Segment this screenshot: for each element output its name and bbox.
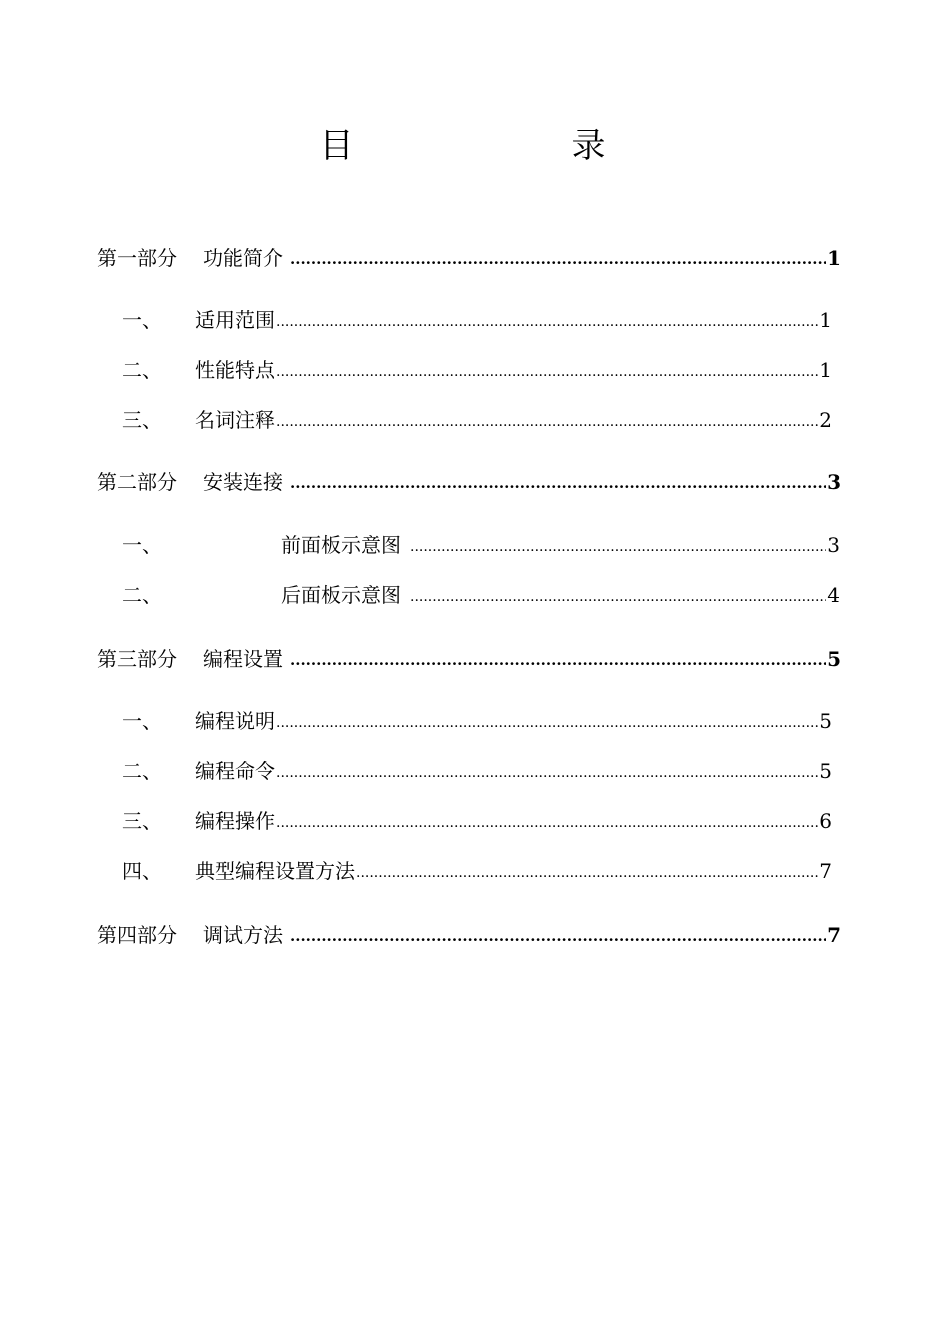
toc-entry-sub[interactable] bbox=[122, 580, 840, 610]
toc-entry-page: 5 bbox=[819, 709, 832, 733]
toc-dot-leader bbox=[276, 808, 818, 838]
toc-entry-number: 二、 bbox=[122, 759, 162, 783]
toc-entry-text: 编程设置 bbox=[203, 647, 283, 671]
toc-entry-page: 7 bbox=[819, 859, 832, 883]
toc-entry-page: 3 bbox=[827, 533, 840, 557]
toc-entry-part-2[interactable] bbox=[97, 467, 841, 497]
toc-entry-text: 典型编程设置方法 bbox=[195, 859, 355, 883]
toc-entry-sub[interactable] bbox=[122, 856, 832, 886]
toc-dot-leader bbox=[290, 645, 826, 675]
toc-entry-page: 4 bbox=[827, 583, 840, 607]
toc-entry-page: 5 bbox=[819, 759, 832, 783]
toc-entry-sub[interactable] bbox=[122, 706, 832, 736]
toc-entry-page: 2 bbox=[819, 408, 832, 432]
toc-entry-part-1[interactable] bbox=[97, 243, 841, 273]
toc-entry-page: 1 bbox=[827, 246, 841, 270]
toc-entry-page: 6 bbox=[819, 809, 832, 833]
toc-entry-text: 名词注释 bbox=[195, 408, 275, 432]
toc-entry-part-4[interactable] bbox=[97, 920, 841, 950]
toc-entry-page: 1 bbox=[819, 308, 832, 332]
toc-entry-text: 功能简介 bbox=[203, 246, 283, 270]
toc-entry-number: 第三部分 bbox=[97, 647, 177, 671]
toc-entry-page: 1 bbox=[819, 358, 832, 382]
toc-entry-page: 7 bbox=[827, 923, 841, 947]
toc-dot-leader bbox=[276, 758, 818, 788]
toc-entry-number: 四、 bbox=[122, 859, 162, 883]
toc-entry-number: 三、 bbox=[122, 408, 162, 432]
toc-entry-page: 3 bbox=[827, 470, 841, 494]
toc-entry-number: 二、 bbox=[122, 358, 162, 382]
toc-dot-leader bbox=[290, 921, 826, 951]
toc-entry-sub[interactable] bbox=[122, 305, 832, 335]
toc-entry-text: 编程操作 bbox=[195, 809, 275, 833]
toc-entry-number: 三、 bbox=[122, 809, 162, 833]
toc-dot-leader bbox=[410, 532, 826, 562]
toc-entry-text: 前面板示意图 bbox=[281, 533, 401, 557]
toc-entry-sub[interactable] bbox=[122, 355, 832, 385]
toc-dot-leader bbox=[276, 357, 818, 387]
toc-entry-number: 第一部分 bbox=[97, 246, 177, 270]
toc-entry-text: 性能特点 bbox=[195, 358, 275, 382]
toc-entry-number: 二、 bbox=[122, 583, 162, 607]
toc-entry-sub[interactable] bbox=[122, 756, 832, 786]
toc-entry-sub[interactable] bbox=[122, 806, 832, 836]
toc-dot-leader bbox=[290, 244, 826, 274]
toc-entry-number: 一、 bbox=[122, 308, 162, 332]
toc-dot-leader bbox=[410, 582, 826, 612]
toc-dot-leader bbox=[276, 307, 818, 337]
toc-title: 目 录 bbox=[319, 126, 656, 166]
toc-entry-number: 一、 bbox=[122, 533, 162, 557]
toc-dot-leader bbox=[276, 407, 818, 437]
toc-entry-text: 适用范围 bbox=[195, 308, 275, 332]
toc-entry-number: 第二部分 bbox=[97, 470, 177, 494]
toc-dot-leader bbox=[290, 468, 826, 498]
toc-entry-sub[interactable] bbox=[122, 405, 832, 435]
toc-entry-text: 后面板示意图 bbox=[281, 583, 401, 607]
toc-entry-number: 第四部分 bbox=[97, 923, 177, 947]
toc-entry-number: 一、 bbox=[122, 709, 162, 733]
toc-entry-page: 5 bbox=[827, 647, 841, 671]
toc-entry-text: 编程说明 bbox=[195, 709, 275, 733]
toc-entry-part-3[interactable] bbox=[97, 644, 841, 674]
toc-entry-sub[interactable] bbox=[122, 530, 840, 560]
toc-dot-leader bbox=[276, 708, 818, 738]
toc-entry-text: 调试方法 bbox=[203, 923, 283, 947]
toc-entry-text: 安装连接 bbox=[203, 470, 283, 494]
toc-entry-text: 编程命令 bbox=[195, 759, 275, 783]
toc-dot-leader bbox=[356, 858, 818, 888]
